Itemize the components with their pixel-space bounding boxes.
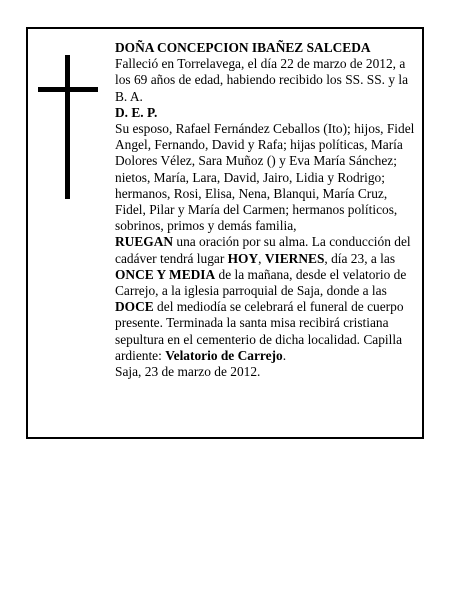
comma-text: , (258, 250, 265, 266)
hoy-text: HOY (227, 250, 259, 266)
request-text-3: de la mañana, desde el velatorio de Carrejo, a la iglesia parroquial de Saja, donde a las (115, 266, 407, 299)
cross-icon (38, 55, 98, 199)
period-text: . (282, 347, 287, 363)
cross-horizontal-bar (38, 87, 98, 92)
deceased-name: DOÑA CONCEPCION IBAÑEZ SALCEDA (115, 40, 371, 55)
notice-text (115, 40, 420, 380)
dep-line: D. E. P. (115, 104, 158, 120)
obituary-notice (26, 27, 424, 439)
cross-vertical-bar (65, 55, 70, 199)
chapel-name: Velatorio de Carrejo (165, 347, 283, 363)
funeral-request (115, 234, 420, 364)
family-list: Su esposo, Rafael Fernández Ceballos (Ito); hijos, Fidel Angel, Fernando, David y Rafa; hijas políticas, María Dolores Vélez, Sara Muñoz () y Eva María Sánchez; nietos, María, Lara, David, Jairo, Lidia y Rodrigo; hermanos, Rosi, Elisa, Nena, Blanqui, María Cruz, Fidel, Pilar y María del Carmen; hermanos políticos, sobrinos, primos y demás familia, (115, 121, 415, 234)
request-text-1: una oración por su alma. La conducción del cadáver tendrá lugar (115, 234, 411, 266)
once-y-media-text: ONCE Y MEDIA (115, 266, 216, 282)
ruegan-text: RUEGAN (115, 234, 174, 250)
doce-text: DOCE (115, 299, 154, 315)
request-text-4: del mediodía se celebrará el funeral de cuerpo presente. Terminada la santa misa recibirá cristiana sepultura en el cementerio de dicha localidad. Capilla ardiente: (115, 299, 404, 363)
place-date: Saja, 23 de marzo de 2012. (115, 364, 261, 380)
viernes-text: VIERNES (264, 250, 325, 266)
request-text-2: , día 23, a las (324, 250, 396, 266)
death-info: Falleció en Torrelavega, el día 22 de marzo de 2012, a los 69 años de edad, habiendo recibido los SS. SS. y la B. A. (115, 56, 409, 104)
